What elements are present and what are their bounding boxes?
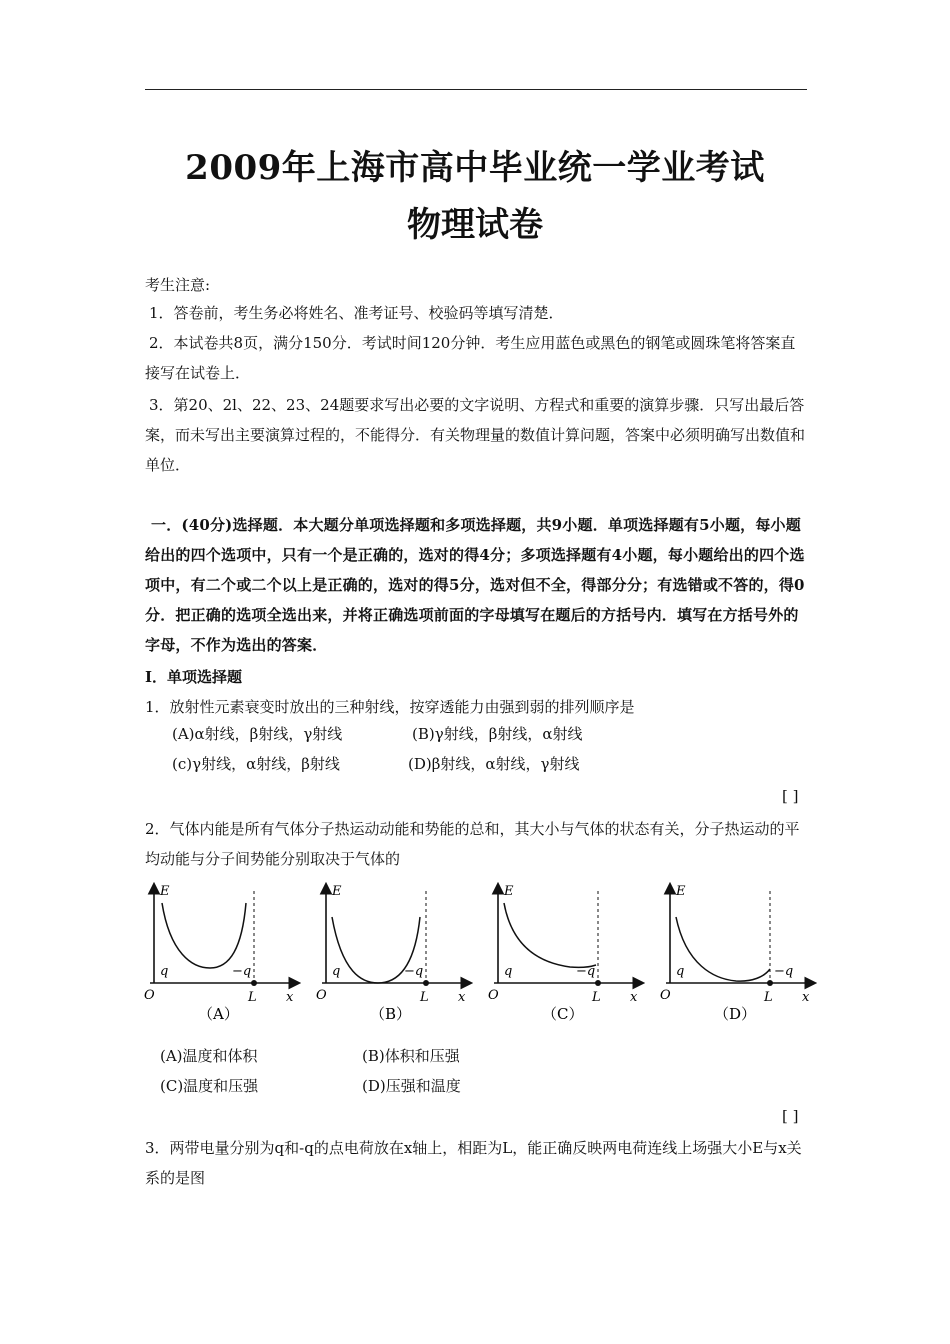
graph-a-q-label: q bbox=[160, 964, 169, 979]
q2-option-d: (D)压强和温度 bbox=[362, 1077, 461, 1095]
graph-b bbox=[316, 884, 470, 1023]
q2-answer-bracket: [ ] bbox=[782, 1107, 799, 1125]
notice-item-2: 2．本试卷共8页，满分150分．考试时间120分钟．考生应用蓝色或黑色的钢笔或圆珠笔将答案直接写在试卷上． bbox=[145, 334, 796, 382]
graph-a-negq-label: −q bbox=[232, 964, 252, 979]
q1-option-c: (c)γ射线，α射线，β射线 bbox=[172, 755, 340, 773]
graph-c-caption: （C） bbox=[542, 1005, 584, 1023]
exam-title: 2009年上海市高中毕业统一学业考试 bbox=[185, 148, 765, 188]
q2-option-c: (C)温度和压强 bbox=[160, 1077, 259, 1095]
graph-a-x-label: x bbox=[286, 990, 294, 1005]
graph-c-negq-label: −q bbox=[576, 964, 596, 979]
q1-stem: 1．放射性元素衰变时放出的三种射线，按穿透能力由强到弱的排列顺序是 bbox=[145, 698, 635, 716]
graph-c-e-label: E bbox=[504, 884, 514, 899]
top-rule bbox=[145, 89, 807, 90]
q1-answer-bracket: [ ] bbox=[782, 787, 799, 805]
graph-d-l-label: L bbox=[764, 990, 773, 1005]
graph-a-caption: （A） bbox=[198, 1005, 239, 1023]
q3-stem: 3．两带电量分别为q和-q的点电荷放在x轴上，相距为L，能正确反映两电荷连线上场强大小E与x关系的是图 bbox=[145, 1139, 802, 1187]
graph-d-caption: （D） bbox=[714, 1005, 757, 1023]
notice-heading: 考生注意: bbox=[145, 276, 211, 294]
q2-stem: 2．气体内能是所有气体分子热运动动能和势能的总和，其大小与气体的状态有关，分子热运动的平均动能与分子间势能分别取决于气体的 bbox=[145, 820, 800, 868]
q1-option-d: (D)β射线，α射线，γ射线 bbox=[408, 755, 580, 773]
graph-a-o-label: O bbox=[144, 988, 155, 1003]
graph-a bbox=[144, 884, 298, 1023]
graph-d bbox=[660, 884, 814, 1023]
q2-option-a: (A)温度和体积 bbox=[160, 1047, 258, 1065]
graph-a-e-label: E bbox=[160, 884, 170, 899]
notice-item-1: 1．答卷前，考生务必将姓名、准考证号、校验码等填写清楚． bbox=[149, 304, 564, 322]
section-1-intro: 一．(40分)选择题．本大题分单项选择题和多项选择题，共9小题．单项选择题有5小题，每小题给出的四个选项中，只有一个是正确的，选对的得4分；多项选择题有4小题，每小题给出的四个选项中，有二个或二个以上是正确的，选对的得5分，选对但不全，得部分分；有选错或不答的，得0分．把正确的选项全选出来，并将正确选项前面的字母填写在题后的方括号内．填写在方括号外的字母，不作为选出的答案． bbox=[145, 516, 805, 654]
q2-option-b: (B)体积和压强 bbox=[362, 1047, 460, 1065]
graph-b-l-label: L bbox=[420, 990, 429, 1005]
graph-c-o-label: O bbox=[488, 988, 499, 1003]
q2-graphs bbox=[140, 873, 820, 1033]
graph-a-l-label: L bbox=[248, 990, 257, 1005]
graph-c-x-label: x bbox=[630, 990, 638, 1005]
part-heading-single-choice: Ⅰ．单项选择题 bbox=[145, 668, 243, 686]
graph-b-negq-label: −q bbox=[404, 964, 424, 979]
graph-c bbox=[488, 884, 642, 1023]
graph-b-e-label: E bbox=[332, 884, 342, 899]
graph-d-e-label: E bbox=[676, 884, 686, 899]
graph-c-l-label: L bbox=[592, 990, 601, 1005]
exam-subtitle: 物理试卷 bbox=[407, 205, 543, 245]
graph-b-q-label: q bbox=[332, 964, 341, 979]
graph-d-negq-label: −q bbox=[774, 964, 794, 979]
graph-b-o-label: O bbox=[316, 988, 327, 1003]
graph-c-q-label: q bbox=[504, 964, 513, 979]
graph-d-x-label: x bbox=[802, 990, 810, 1005]
graph-b-caption: （B） bbox=[370, 1005, 412, 1023]
q1-option-a: (A)α射线，β射线，γ射线 bbox=[172, 725, 343, 743]
graph-b-x-label: x bbox=[458, 990, 466, 1005]
q1-option-b: (B)γ射线，β射线，α射线 bbox=[412, 725, 583, 743]
graph-d-q-label: q bbox=[676, 964, 685, 979]
notice-item-3: 3．第20、2l、22、23、24题要求写出必要的文字说明、方程式和重要的演算步骤．只写出最后答案，而未写出主要演算过程的，不能得分．有关物理量的数值计算问题，答案中必须明确写出数值和单位． bbox=[145, 396, 806, 474]
graph-d-o-label: O bbox=[660, 988, 671, 1003]
